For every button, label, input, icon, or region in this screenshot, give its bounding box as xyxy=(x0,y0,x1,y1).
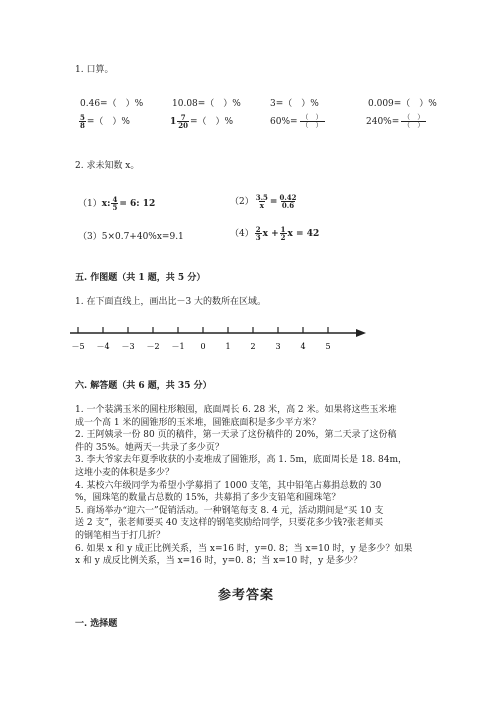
number-line-tick-label: 5 xyxy=(325,342,331,351)
number-line-svg xyxy=(70,322,370,362)
q2-item-2: （2） $\frac{3.5}{x}$ = $\frac{0.42}{0.6}$ xyxy=(230,193,297,210)
question-line: 1. 一个装满玉米的圆柱形粮囤，底面周长 6. 28 米，高 2 米。如果将这些玉米堆 xyxy=(75,405,397,415)
q1-item-5: $\frac{5}{8}$ =（ ）% xyxy=(80,113,130,130)
q1-heading: 1. 口算。 xyxy=(75,65,114,75)
arrow-right-icon xyxy=(356,329,366,337)
section-5-title: 五. 作图题（共 1 题，共 5 分） xyxy=(75,273,206,283)
number-line-tick-label: －5 xyxy=(71,342,85,351)
question-line: %，圆珠笔的数量占总数的 15%，共募捐了多少支铅笔和圆珠笔？ xyxy=(75,493,341,504)
number-line-tick-label: 1 xyxy=(225,342,231,351)
fraction: $\frac{7}{20}$ xyxy=(178,113,189,130)
answer-subheading: 一. 选择题 xyxy=(75,619,118,629)
question-line: 3. 李大爷家去年夏季收获的小麦堆成了圆锥形，高 1. 5m，底面周长是 18. 84m， xyxy=(75,455,408,466)
q1-item-6: 1 $\frac{7}{20}$ =（ ）% xyxy=(170,113,234,130)
q1-item-3: 3=（ ）% xyxy=(270,99,319,109)
blank-fraction: $\frac{( )}{( )}$ xyxy=(403,113,425,129)
fraction: $\frac{5}{8}$ xyxy=(80,113,85,130)
blank-fraction: $\frac{( )}{( )}$ xyxy=(301,113,323,129)
fraction: $\frac{1}{2}$ xyxy=(280,225,286,242)
number-line-tick-label: －2 xyxy=(146,342,160,351)
section-6-title: 六. 解答题（共 6 题，共 35 分） xyxy=(75,381,212,391)
number-line-tick-label: 2 xyxy=(250,342,256,351)
number-line-tick-label: －4 xyxy=(96,342,110,351)
fraction: $\frac{0.42}{0.6}$ xyxy=(279,193,297,210)
question-line: 件的 35%。她两天一共录了多少页？ xyxy=(75,442,224,453)
q2-item-4: （4） $\frac{2}{3}$ x + $\frac{1}{2}$ x = 42 xyxy=(230,225,320,242)
section-5-question: 1. 在下面直线上，画出比－3 大的数所在区域。 xyxy=(75,297,267,307)
q2-heading: 2. 求未知数 x。 xyxy=(75,161,140,171)
q1-item-7: 60%= $\frac{( )}{( )}$ xyxy=(270,113,323,129)
fraction: $\frac{4}{5}$ xyxy=(112,195,118,212)
question-line: x 和 y 成反比例关系，当 x=16 时，y=0. 8；当 x=10 时，y 是多少？ xyxy=(75,556,363,567)
question-line: 6. 如果 x 和 y 成正比例关系，当 x=16 时，y=0. 8；当 x=10 时，y 是多少？如果 xyxy=(75,543,413,554)
q2-item-3: （3）5×0.7+40%x=9.1 xyxy=(78,232,184,242)
fraction: $\frac{2}{3}$ xyxy=(255,225,261,242)
question-line: 送 2 支”，张老师要买 40 支这样的钢笔奖励给同学，只要花多少钱?张老师买 xyxy=(75,518,384,529)
number-line-tick-label: 4 xyxy=(300,342,306,351)
q1-item-4: 0.009=（ ）% xyxy=(368,99,437,109)
question-line: 成一个高 1 米的圆锥形的玉米堆，圆锥底面积是多少平方米？ xyxy=(75,417,321,428)
number-line-tick-label: 0 xyxy=(200,342,206,351)
question-line: 的钢笔相当于打几折？ xyxy=(75,531,166,541)
q2-item-1: （1）x: $\frac{4}{5}$ = 6: 12 xyxy=(78,195,156,212)
q1-item-2: 10.08=（ ）% xyxy=(172,99,241,109)
number-line-tick-label: －1 xyxy=(171,342,185,351)
answer-title: 参考答案 xyxy=(218,588,275,603)
q1-item-8: 240%= $\frac{( )}{( )}$ xyxy=(366,113,425,129)
question-line: 2. 王阿姨录一份 80 页的稿件，第一天录了这份稿件的 20%，第二天录了这份稿 xyxy=(75,430,397,441)
question-line: 这堆小麦的体积是多少？ xyxy=(75,468,175,478)
number-line-tick-label: －3 xyxy=(121,342,135,351)
number-line-tick-label: 3 xyxy=(275,342,281,351)
q1-item-1: 0.46=（ ）% xyxy=(80,99,144,109)
question-line: 4. 某校六年级同学为希望小学募捐了 1000 支笔，其中铅笔占募捐总数的 30 xyxy=(75,480,382,491)
fraction: $\frac{3.5}{x}$ xyxy=(255,193,268,210)
number-line xyxy=(70,322,370,362)
question-line: 5. 商场举办“迎六一”促销活动。一种钢笔每支 8. 4 元，活动期间是“买 10 支 xyxy=(75,505,384,516)
